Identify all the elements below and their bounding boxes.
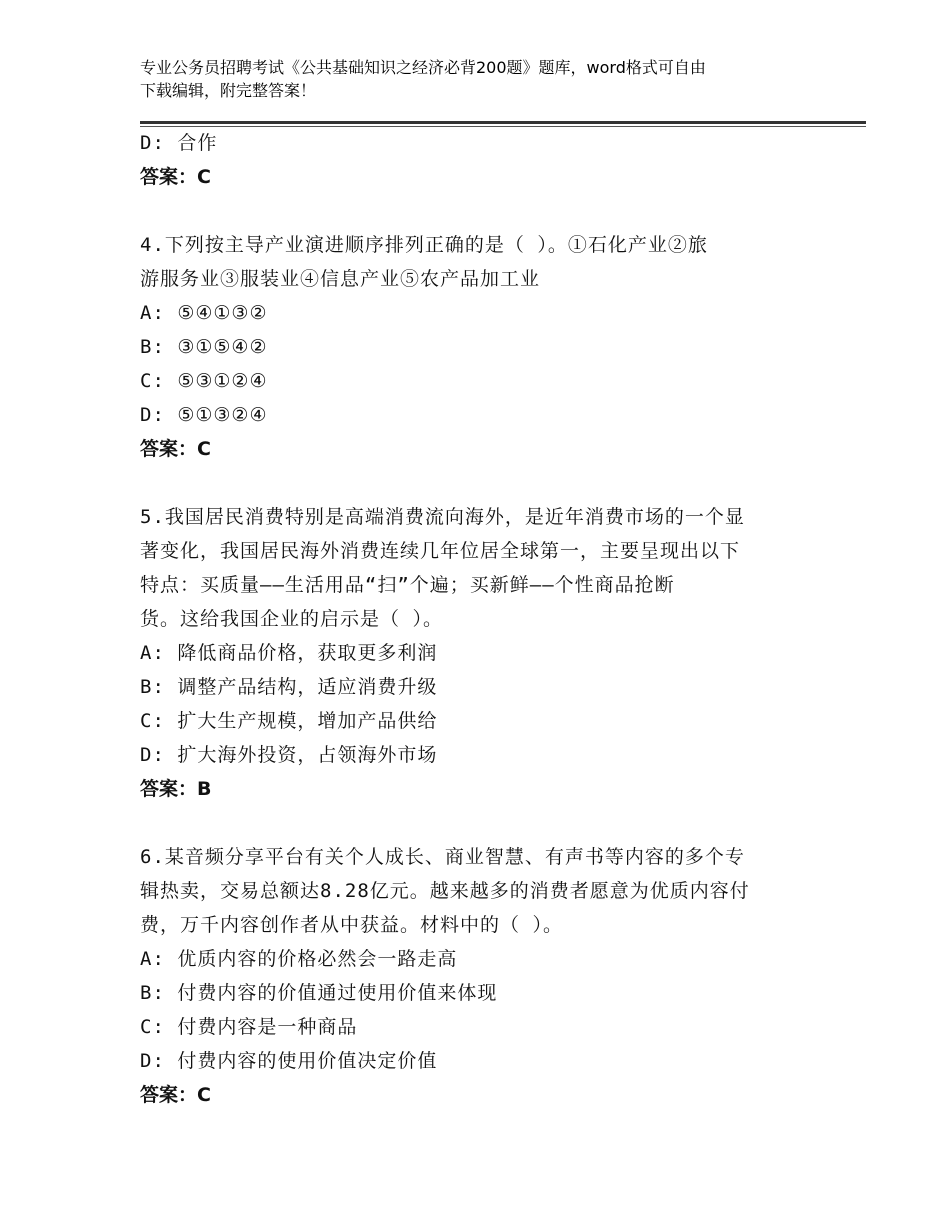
answer-line: 答案：C	[140, 166, 211, 188]
question-stem-line: 费，万千内容创作者从中获益。材料中的（ ）。	[140, 914, 563, 936]
header-line-2: 下载编辑，附完整答案！	[140, 81, 317, 100]
option-d: D: 扩大海外投资，占领海外市场	[140, 744, 438, 766]
option-a: A: 降低商品价格，获取更多利润	[140, 642, 438, 664]
option-d: D: 付费内容的使用价值决定价值	[140, 1050, 438, 1072]
option-d: D: ⑤①③②④	[140, 404, 268, 426]
question-stem-line: 5.我国居民消费特别是高端消费流向海外，是近年消费市场的一个显	[140, 506, 745, 528]
question-stem-line: 6.某音频分享平台有关个人成长、商业智慧、有声书等内容的多个专	[140, 846, 745, 868]
answer-line: 答案：C	[140, 1084, 211, 1106]
question-stem-line: 游服务业③服装业④信息产业⑤农产品加工业	[140, 268, 541, 290]
document-header	[140, 56, 820, 102]
option-c: C: 付费内容是一种商品	[140, 1016, 358, 1038]
question-6	[140, 840, 820, 1112]
option-c: C: 扩大生产规模，增加产品供给	[140, 710, 438, 732]
option-a: A: 优质内容的价格必然会一路走高	[140, 948, 458, 970]
question-spacer	[140, 806, 820, 840]
question-stem-line: 辑热卖，交易总额达8.28亿元。越来越多的消费者愿意为优质内容付	[140, 880, 750, 902]
option-c: C: ⑤③①②④	[140, 370, 268, 392]
header-divider	[140, 121, 866, 124]
question-stem-line: 4.下列按主导产业演进顺序排列正确的是（ ）。①石化产业②旅	[140, 234, 708, 256]
option-d: D: 合作	[140, 132, 218, 154]
question-stem-line: 货。这给我国企业的启示是（ ）。	[140, 608, 443, 630]
answer-line: 答案：B	[140, 778, 212, 800]
question-spacer	[140, 194, 820, 228]
question-stem-line: 特点：买质量——生活用品“扫”个遍；买新鲜——个性商品抢断	[140, 574, 675, 596]
question-3-fragment	[140, 126, 820, 194]
option-a: A: ⑤④①③②	[140, 302, 268, 324]
question-5	[140, 500, 820, 806]
question-stem-line: 著变化，我国居民海外消费连续几年位居全球第一，主要呈现出以下	[140, 540, 741, 562]
answer-line: 答案：C	[140, 438, 211, 460]
option-b: B: ③①⑤④②	[140, 336, 268, 358]
document-body	[140, 126, 820, 1112]
header-line-1: 专业公务员招聘考试《公共基础知识之经济必背200题》题库，word格式可自由	[140, 58, 706, 77]
option-b: B: 调整产品结构，适应消费升级	[140, 676, 438, 698]
question-4	[140, 228, 820, 466]
question-spacer	[140, 466, 820, 500]
option-b: B: 付费内容的价值通过使用价值来体现	[140, 982, 498, 1004]
